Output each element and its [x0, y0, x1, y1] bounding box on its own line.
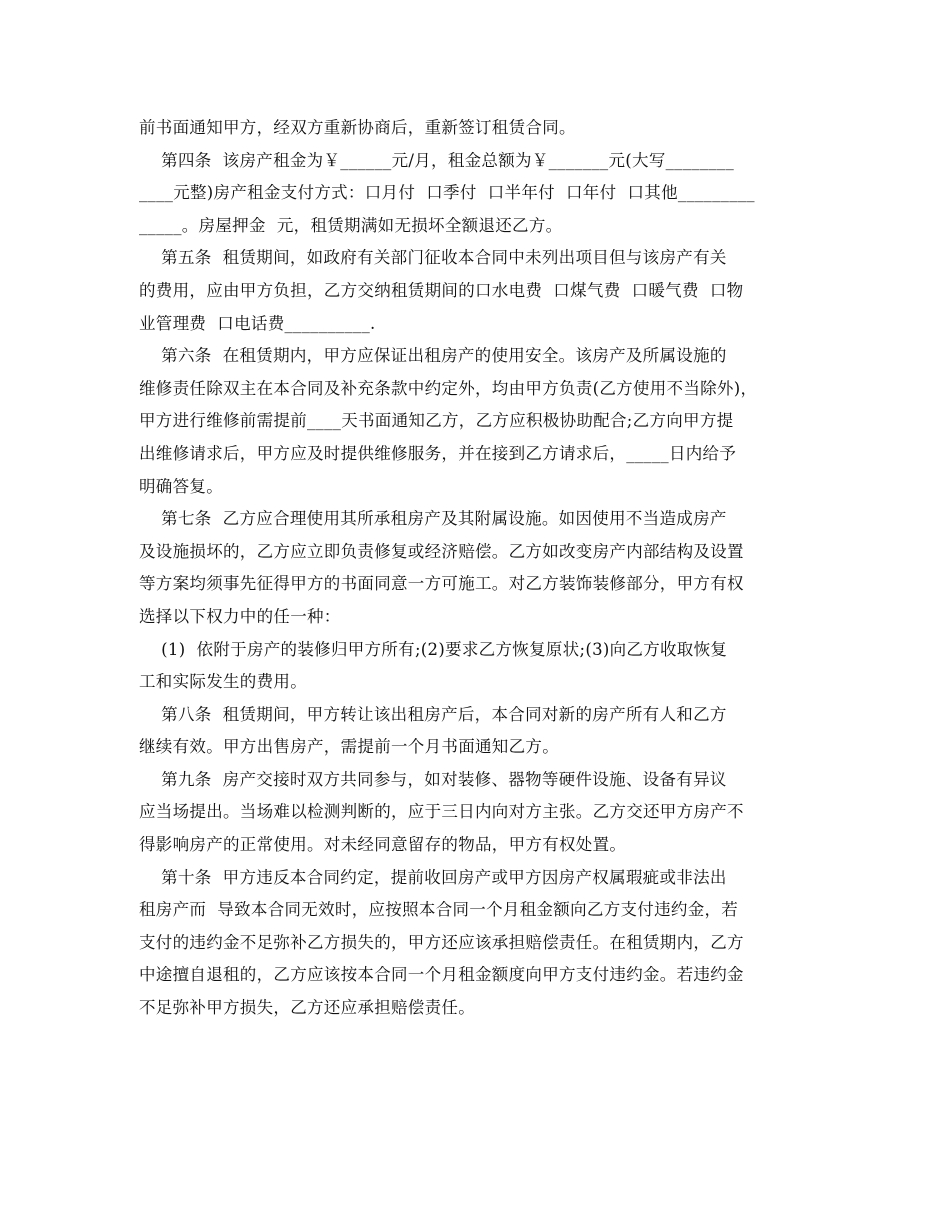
text-line: 选择以下权力中的任一种： [139, 606, 341, 626]
text-line: 第九条 房产交接时双方共同参与，如对装修、器物等硬件设施、设备有异议 [139, 769, 727, 789]
text-line: 第八条 租赁期间，甲方转让该出租房产后，本合同对新的房产所有人和乙方 [139, 704, 727, 724]
text-line: 不足弥补甲方损失，乙方还应承担赔偿责任。 [139, 998, 475, 1018]
text-line: 等方案均须事先征得甲方的书面同意一方可施工。对乙方装饰装修部分，甲方有权 [139, 574, 744, 594]
contract-body [139, 112, 815, 1025]
text-line: 的费用，应由甲方负担，乙方交纳租赁期间的口水电费 口煤气费 口暖气费 口物 [139, 280, 744, 300]
text-line: 第七条 乙方应合理使用其所承租房产及其附属设施。如因使用不当造成房产 [139, 509, 727, 529]
text-line: 得影响房产的正常使用。对未经同意留存的物品，甲方有权处置。 [139, 835, 627, 855]
text-line: (1) 依附于房产的装修归甲方所有;(2)要求乙方恢复原状;(3)向乙方收取恢复 [139, 639, 728, 659]
text-line: 维修责任除双主在本合同及补充条款中约定外，均由甲方负责(乙方使用不当除外)， [139, 378, 758, 398]
text-line: 中途擅自退租的，乙方应该按本合同一个月租金额度向甲方支付违约金。若违约金 [139, 965, 744, 985]
text-line: 工和实际发生的费用。 [139, 672, 307, 692]
text-line: 明确答复。 [139, 476, 223, 496]
text-line: 继续有效。甲方出售房产，需提前一个月书面通知乙方。 [139, 737, 559, 757]
text-line: 出维修请求后，甲方应及时提供维修服务，并在接到乙方请求后，_____日内给予 [139, 443, 737, 463]
text-line: 应当场提出。当场难以检测判断的，应于三日内向对方主张。乙方交还甲方房产不 [139, 802, 744, 822]
text-line: 业管理费 口电话费__________. [139, 313, 376, 333]
text-line: 前书面通知甲方，经双方重新协商后，重新签订租赁合同。 [139, 118, 576, 137]
text-line: _____。房屋押金 元，租赁期满如无损坏全额退还乙方。 [139, 215, 563, 235]
text-line: 第四条 该房产租金为￥______元/月，租金总额为￥_______元(大写________ [139, 150, 735, 170]
text-line: 第六条 在租赁期内，甲方应保证出租房产的使用安全。该房产及所属设施的 [139, 346, 727, 366]
text-line: ____元整)房产租金支付方式：口月付 口季付 口半年付 口年付 口其他_________ [139, 183, 755, 203]
text-line: 第十条 甲方违反本合同约定，提前收回房产或甲方因房产权属瑕疵或非法出 [139, 867, 727, 887]
text-line: 甲方进行维修前需提前____天书面通知乙方，乙方应积极协助配合;乙方向甲方提 [139, 411, 734, 431]
text-line: 租房产而 导致本合同无效时，应按照本合同一个月租金额向乙方支付违约金，若 [139, 900, 739, 920]
text-line: 第五条 租赁期间，如政府有关部门征收本合同中未列出项目但与该房产有关 [139, 248, 727, 268]
text-line: 及设施损坏的，乙方应立即负责修复或经济赔偿。乙方如改变房产内部结构及设置 [139, 541, 744, 561]
text-line: 支付的违约金不足弥补乙方损失的，甲方还应该承担赔偿责任。在租赁期内，乙方 [139, 932, 744, 952]
